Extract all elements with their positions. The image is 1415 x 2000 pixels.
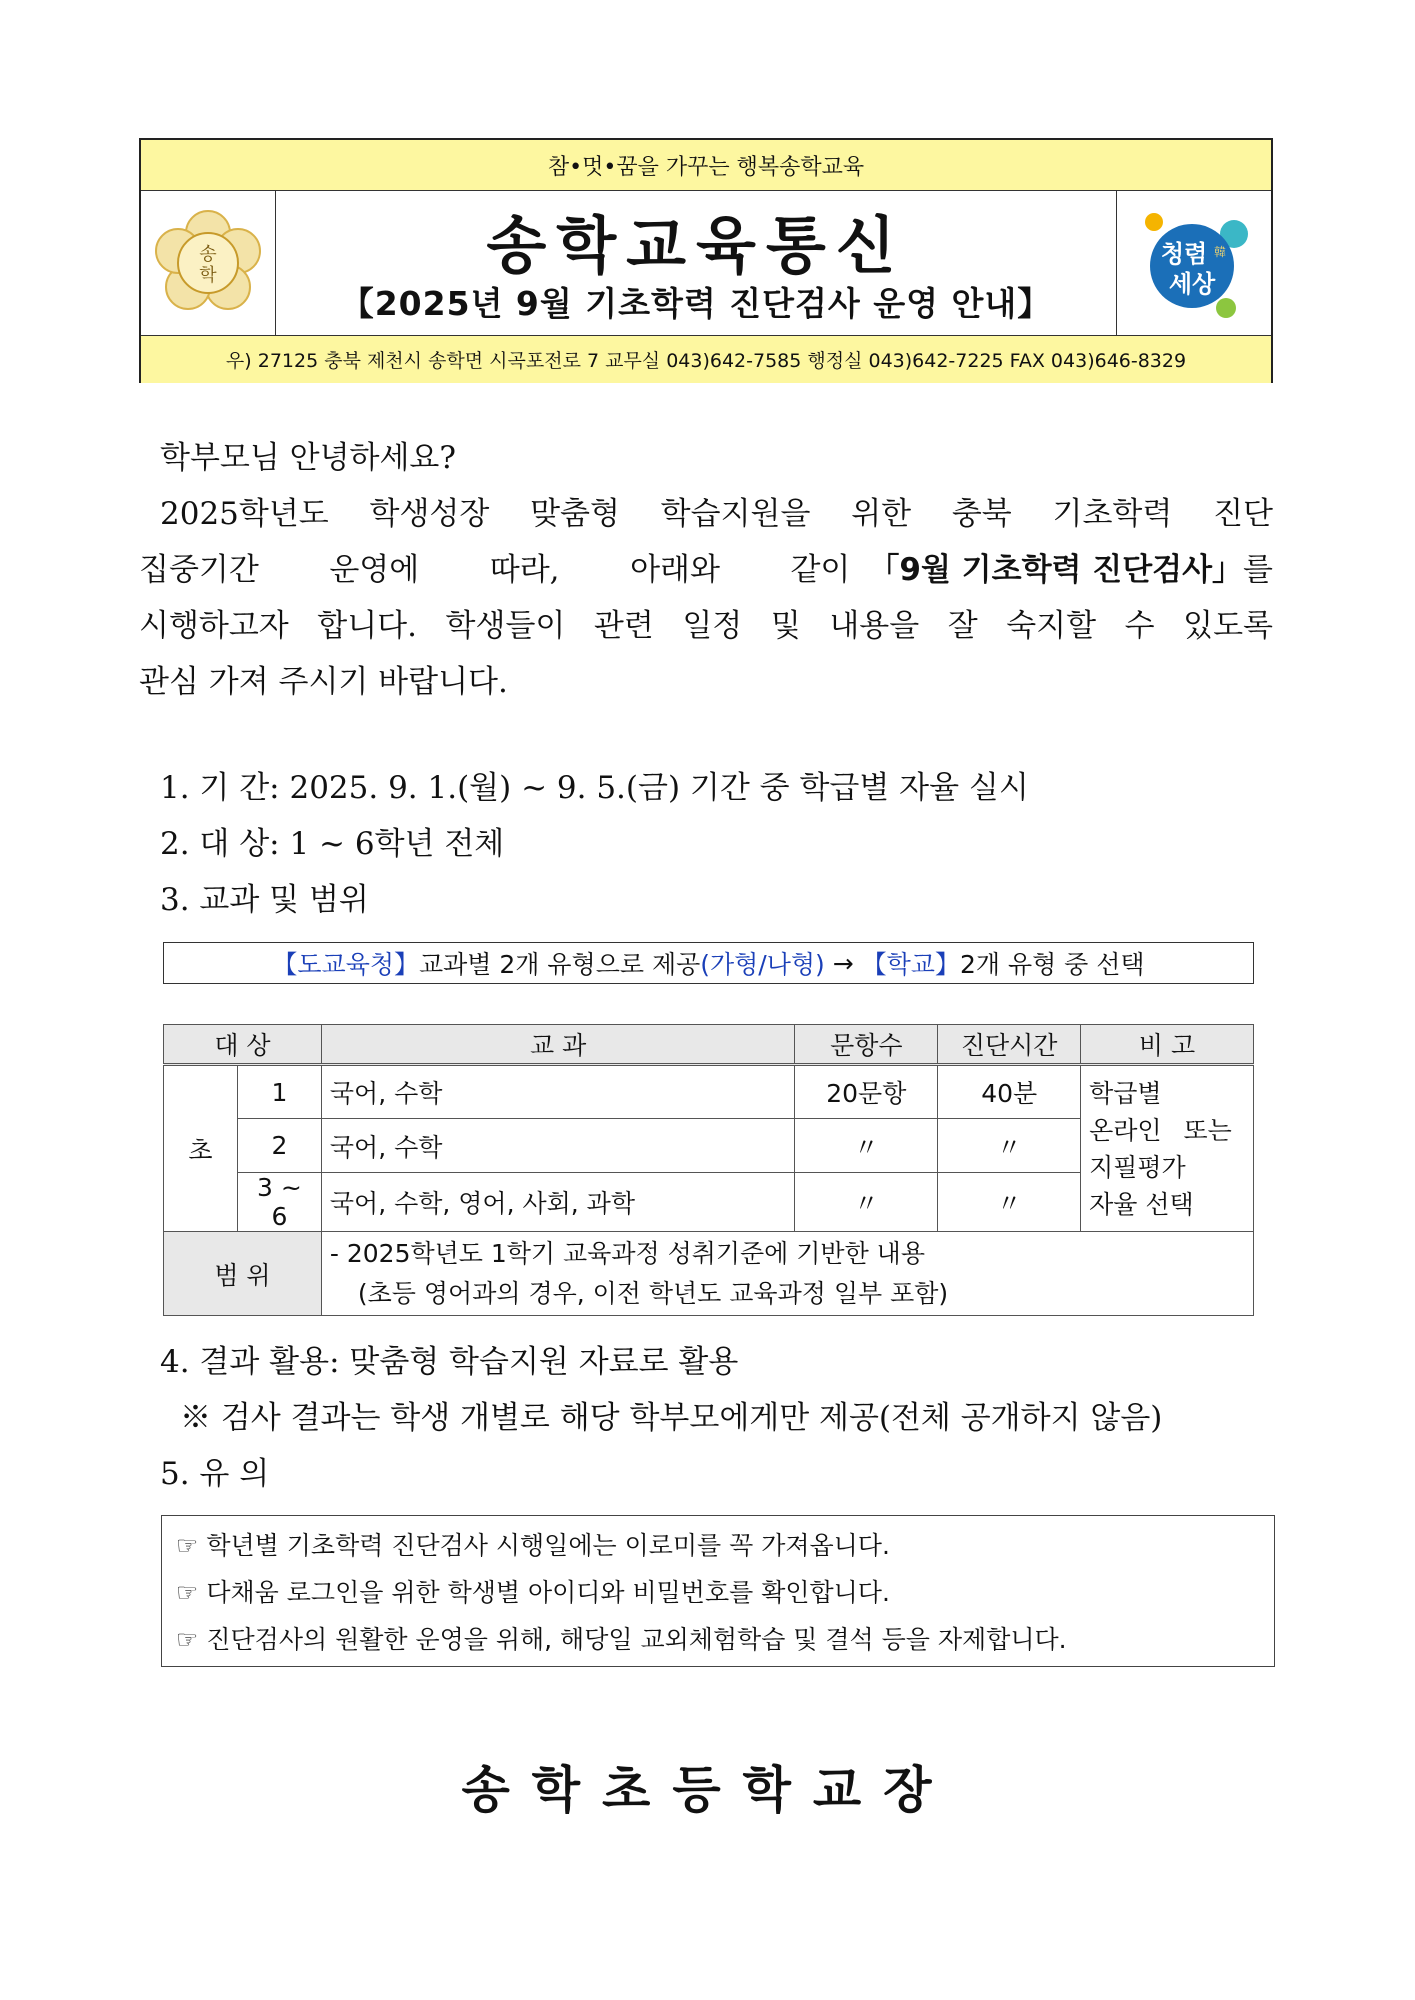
table-header-row <box>164 1025 1254 1065</box>
svg-text:학: 학 <box>199 264 217 286</box>
principal-signature: 송학초등학교장 <box>461 1761 954 1819</box>
school-emblem-cell <box>141 190 276 335</box>
scope-label: 범 위 <box>164 1232 322 1316</box>
scope-row <box>164 1232 1254 1316</box>
schedule-table <box>163 1024 1254 1316</box>
remarks-cell: 학급별 온라인 또는 지필평가 자율 선택 <box>1081 1065 1254 1232</box>
intro-line-1: 2025학년도 학생성장 맞춤형 학습지원을 위한 충북 기초학력 진단 <box>160 496 1273 532</box>
result-note: ※ 검사 결과는 학생 개별로 해당 학부모에게만 제공(전체 공개하지 않음) <box>180 1400 1163 1436</box>
header-remarks: 비 고 <box>1081 1025 1254 1065</box>
school-address: 우) 27125 충북 제천시 송학면 시곡포전로 7 교무실 043)642-7585 행정실 043)642-7225 FAX 043)646-8329 <box>141 336 1271 383</box>
item-subject: 3. 교과 및 범위 <box>160 882 369 918</box>
table-row: 3 ~ 6 국어, 수학, 영어, 사회, 과학 〃 〃 <box>164 1173 1254 1232</box>
header-target: 대 상 <box>164 1025 322 1065</box>
item-target: 2. 대 상: 1 ~ 6학년 전체 <box>160 826 505 862</box>
list-item: ☞ 학년별 기초학력 진단검사 시행일에는 이로미를 꼭 가져옵니다. <box>176 1531 890 1560</box>
newsletter-subtitle: 【2025년 9월 기초학력 진단검사 운영 안내】 <box>340 284 1052 323</box>
svg-text:세상: 세상 <box>1168 269 1216 298</box>
svg-text:청렴: 청렴 <box>1160 239 1208 268</box>
exam-name-emphasis: 「9월 기초학력 진단검사」 <box>868 552 1244 588</box>
intro-line-3: 시행하고자 합니다. 학생들이 관련 일정 및 내용을 잘 숙지할 수 있도록 <box>139 608 1273 644</box>
pointing-hand-icon: ☞ <box>176 1531 199 1560</box>
item-period: 1. 기 간: 2025. 9. 1.(월) ~ 9. 5.(금) 기간 중 학급별 자율 실시 <box>160 770 1029 806</box>
table-row: 2 국어, 수학 〃 〃 <box>164 1119 1254 1173</box>
pointing-hand-icon: ☞ <box>176 1578 199 1607</box>
header-subjects: 교 과 <box>321 1025 794 1065</box>
item-caution: 5. 유 의 <box>160 1456 270 1492</box>
intro-line-4: 관심 가져 주시기 바랍니다. <box>139 664 508 700</box>
caution-box <box>161 1515 1275 1667</box>
integrity-logo-cell <box>1116 190 1271 335</box>
header-time: 진단시간 <box>938 1025 1081 1065</box>
table-row: 초 1 국어, 수학 20문항 40분 학급별 온라인 또는 지필평가 자율 선택 <box>164 1065 1254 1119</box>
item-result: 4. 결과 활용: 맞춤형 학습지원 자료로 활용 <box>160 1344 739 1380</box>
integrity-logo-icon <box>1134 204 1254 322</box>
slogan: 참•멋•꿈을 가꾸는 행복송학교육 <box>141 140 1271 191</box>
title-row <box>141 190 1271 336</box>
level-cell: 초 <box>164 1065 238 1232</box>
list-item: ☞ 진단검사의 원활한 운영을 위해, 해당일 교외체험학습 및 결석 등을 자제합니다. <box>176 1625 1067 1654</box>
intro-line-2: 집중기간 운영에 따라, 아래와 같이 「9월 기초학력 진단검사」 를 <box>139 544 1273 589</box>
emblem-text: 송 <box>199 243 217 265</box>
scope-content: - 2025학년도 1학기 교육과정 성취기준에 기반한 내용 (초등 영어과의 경우, 이전 학년도 교육과정 일부 포함) <box>321 1232 1253 1316</box>
newsletter-title: 송학교육통신 <box>486 209 906 282</box>
pointing-hand-icon: ☞ <box>176 1625 199 1654</box>
greeting: 학부모님 안녕하세요? <box>160 440 456 476</box>
list-item: ☞ 다채움 로그인을 위한 학생별 아이디와 비밀번호를 확인합니다. <box>176 1578 890 1607</box>
newsletter-header <box>139 138 1273 383</box>
provision-notice: 【도교육청】 교과별 2개 유형으로 제공 (가형/나형) → 【학교】 2개 유형 중 선택 <box>163 942 1254 984</box>
header-items: 문항수 <box>795 1025 938 1065</box>
school-emblem-icon <box>152 207 264 319</box>
svg-text:韓: 韓 <box>1213 244 1227 259</box>
